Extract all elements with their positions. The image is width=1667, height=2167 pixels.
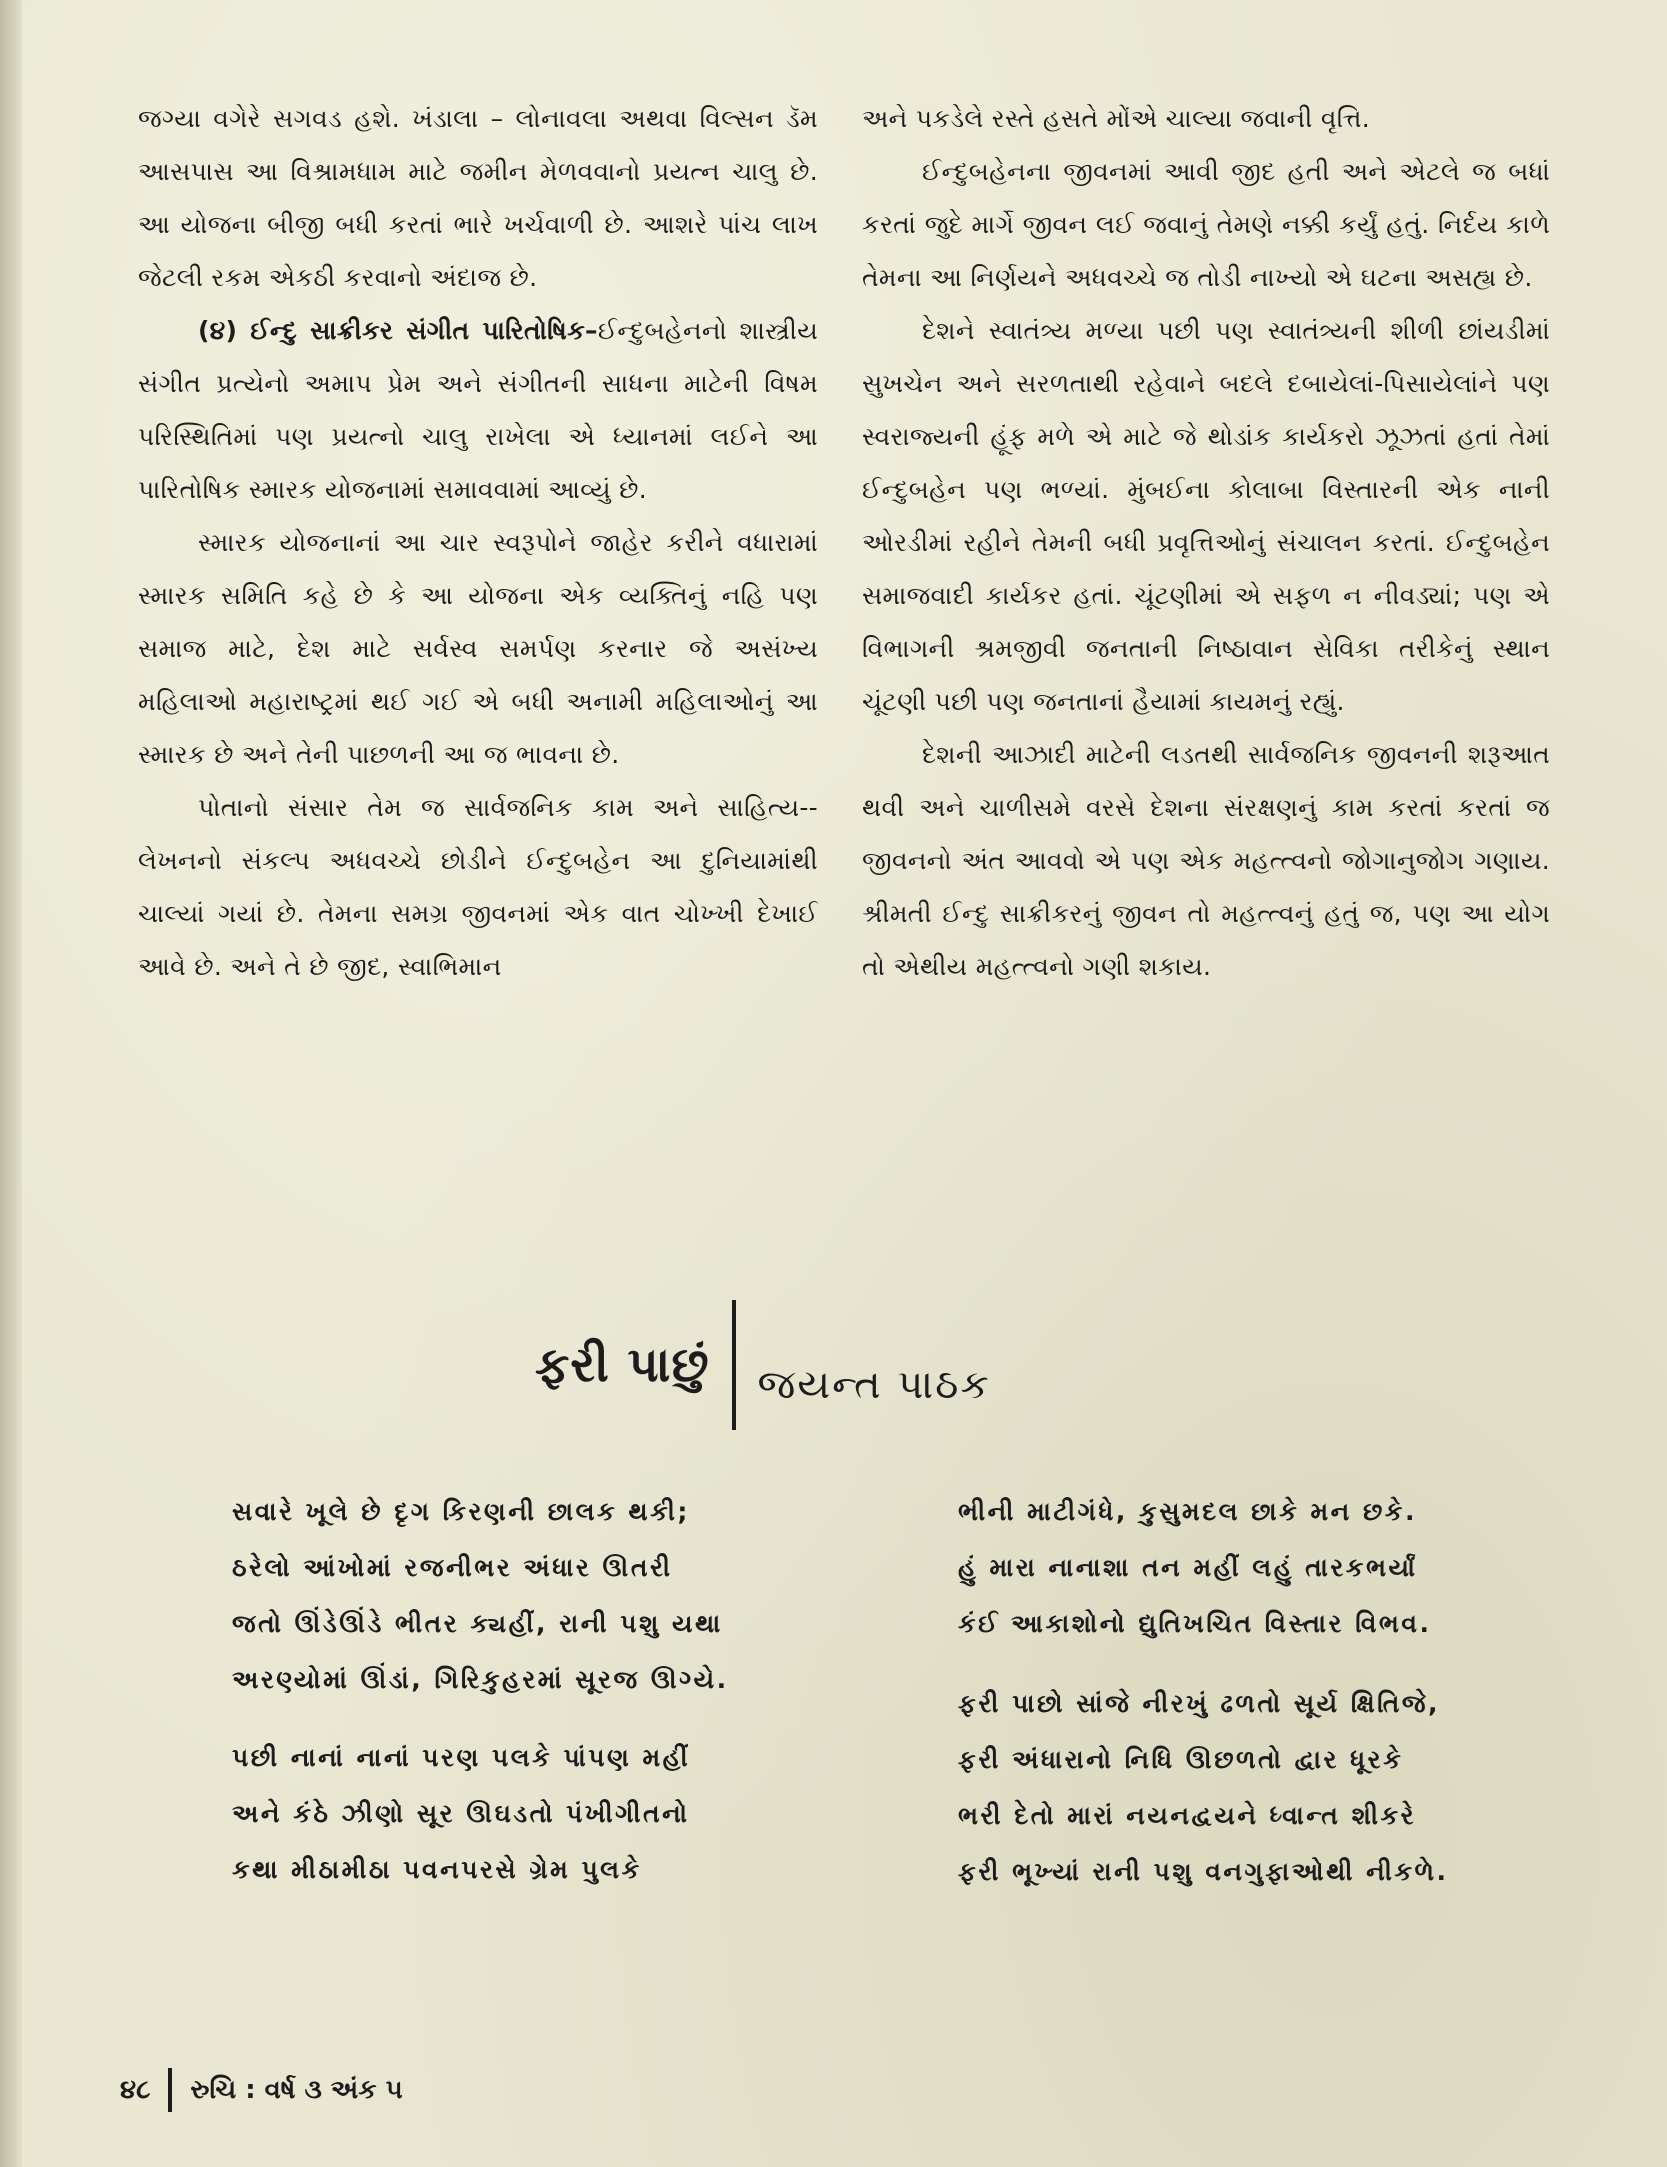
- left-column: [138, 92, 818, 993]
- poem-author: જયન્ત પાઠક: [757, 1362, 991, 1408]
- poem-line: કથા મીઠામીઠા પવનપરસે ગ્રેમ પુલકે: [232, 1855, 642, 1884]
- poem-line: સવારે ખૂલે છે દૃગ કિરણની છાલક થકી;: [232, 1497, 690, 1526]
- poem-line: ફરી પાછો સાંજે નીરખું ઢળતો સૂર્ય ક્ષિતિજે,: [958, 1689, 1440, 1718]
- poem-stanza-4: [958, 1676, 1449, 1900]
- paragraph: ઈન્દુબહેનના જીવનમાં આવી જીદ હતી અને એટલે જ બધાં કરતાં જુદે માર્ગે જીવન લઈ જવાનું તેમણે નક્કી કર્યું હતું. નિર્દય કાળે તેમના આ નિર્ણયને અધવચ્ચે જ તોડી નાખ્યો એ ઘટના અસહ્ય છે.: [862, 157, 1550, 292]
- poem-line: ઠરેલો આંખોમાં રજનીભર અંધાર ઊતરી: [232, 1553, 673, 1582]
- right-column: [862, 92, 1550, 993]
- poem-header: [535, 1300, 991, 1430]
- poem-line: અને કંઠે ઝીણો સૂર ઊઘડતો પંખીગીતનો: [232, 1799, 690, 1828]
- poem-stanza-1: [232, 1484, 729, 1708]
- paragraph: જગ્યા વગેરે સગવડ હશે. ખંડાલા – લોનાવલા અથવા વિલ્સન ડૅમ આસપાસ આ વિશ્રામધામ માટે જમીન મેળવવાનો પ્રયત્ન ચાલુ છે. આ યોજના બીજી બધી કરતાં ભારે ખર્ચવાળી છે. આશરે પાંચ લાખ જેટલી રકમ એકઠી કરવાનો અંદાજ છે.: [138, 104, 818, 292]
- poem-line: અરણ્યોમાં ઊંડાં, ગિરિકુહરમાં સૂરજ ઊગ્યે.: [232, 1665, 729, 1694]
- paragraph: દેશની આઝાદી માટેની લડતથી સાર્વજનિક જીવનની શરૂઆત થવી અને ચાળીસમે વરસે દેશના સંરક્ષણનું કામ કરતાં કરતાં જ જીવનનો અંત આવવો એ પણ એક મહત્ત્વનો જોગાનુજોગ ગણાય. શ્રીમતી ઈન્દુ સાક્રીકરનું જીવન તો મહત્ત્વનું હતું જ, પણ આ યોગ તો એથીય મહત્ત્વનો ગણી શકાય.: [862, 740, 1550, 981]
- paragraph: દેશને સ્વાતંત્ર્ય મળ્યા પછી પણ સ્વાતંત્ર્યની શીળી છાંયડીમાં સુખચેન અને સરળતાથી રહેવાને બદલે દબાયેલાં-પિસાયેલાંને પણ સ્વરાજ્યની હૂંફ મળે એ માટે જે થોડાંક કાર્યકરો ઝૂઝતાં હતાં તેમાં ઈન્દુબહેન પણ ભળ્યાં. મુંબઈના કોલાબા વિસ્તારની એક નાની ઓરડીમાં રહીને તેમની બધી પ્રવૃત્તિઓનું સંચાલન કરતાં. ઈન્દુબહેન સમાજવાદી કાર્યકર હતાં. ચૂંટણીમાં એ સફળ ન નીવડ્યાં; પણ એ વિભાગની શ્રમજીવી જનતાની નિષ્ઠાવાન સેવિકા તરીકેનું સ્થાન ચૂંટણી પછી પણ જનતાનાં હૈયામાં કાયમનું રહ્યું.: [862, 316, 1550, 716]
- poem-stanza-2: [232, 1730, 690, 1898]
- poem-line: હું મારા નાનાશા તન મહીં લહું તારકભર્યાં: [958, 1553, 1418, 1582]
- poem-line: ભરી દેતો મારાં નયનદ્વયને ધ્વાન્ત શીકરે: [958, 1801, 1417, 1830]
- poem-stanza-3: [958, 1484, 1432, 1652]
- poem-line: ફરી અંધારાનો નિધિ ઊછળતો દ્વાર ધૂરકે: [958, 1745, 1404, 1774]
- poem-line: જતો ઊંડેઊંડે ભીતર ક્યહીં, રાની પશુ યથા: [232, 1609, 723, 1638]
- publication-info: રુચિ : વર્ષ ૩ અંક ૫: [190, 2074, 403, 2105]
- footer-divider: [168, 2068, 172, 2112]
- paragraph-text: ઈન્દુબહેનનો શાસ્ત્રીય સંગીત પ્રત્યેનો અમાપ પ્રેમ અને સંગીતની સાધના માટેની વિષમ પરિસ્થિતિમાં પણ પ્રયત્નો ચાલુ રાખેલા એ ધ્યાનમાં લઈને આ પારિતોષિક સ્મારક યોજનામાં સમાવવામાં આવ્યું છે.: [138, 316, 818, 504]
- paragraph: પોતાનો સંસાર તેમ જ સાર્વજનિક કામ અને સાહિત્ય-- લેખનનો સંકલ્પ અધવચ્ચે છોડીને ઈન્દુબહેન આ દુનિયામાંથી ચાલ્યાં ગયાં છે. તેમના સમગ્ર જીવનમાં એક વાત ચોખ્ખી દેખાઈ આવે છે. અને તે છે જીદ, સ્વાભિમાન: [138, 793, 818, 981]
- poem-line: ભીની માટીગંધે, કુસુમદલ છાકે મન છકે.: [958, 1497, 1417, 1526]
- page-number: ૪૮: [120, 2074, 151, 2105]
- poem-line: કંઈ આકાશોનો દ્યુતિખચિત વિસ્તાર વિભવ.: [958, 1609, 1432, 1638]
- paragraph: [138, 304, 818, 516]
- poem-line: ફરી ભૂખ્યાં રાની પશુ વનગુફાઓથી નીકળે.: [958, 1857, 1449, 1886]
- section-heading: (૪) ઈન્દુ સાક્રીકર સંગીત પારિતોષિક–: [198, 316, 598, 345]
- paragraph: અને પકડેલે રસ્તે હસતે મોંએ ચાલ્યા જવાની વૃત્તિ.: [862, 104, 1371, 133]
- poem-title: ફરી પાછું: [535, 1336, 710, 1393]
- page-footer: [120, 2068, 403, 2112]
- poem-line: પછી નાનાં નાનાં પરણ પલકે પાંપણ મહીં: [232, 1743, 691, 1772]
- page-binding-edge: [0, 0, 22, 2167]
- paragraph: સ્મારક યોજનાનાં આ ચાર સ્વરૂપોને જાહેર કરીને વધારામાં સ્મારક સમિતિ કહે છે કે આ યોજના એક વ્યક્તિનું નહિ પણ સમાજ માટે, દેશ માટે સર્વસ્વ સમર્પણ કરનાર જે અસંખ્ય મહિલાઓ મહારાષ્ટ્રમાં થઈ ગઈ એ બધી અનામી મહિલાઓનું આ સ્મારક છે અને તેની પાછળની આ જ ભાવના છે.: [138, 528, 818, 769]
